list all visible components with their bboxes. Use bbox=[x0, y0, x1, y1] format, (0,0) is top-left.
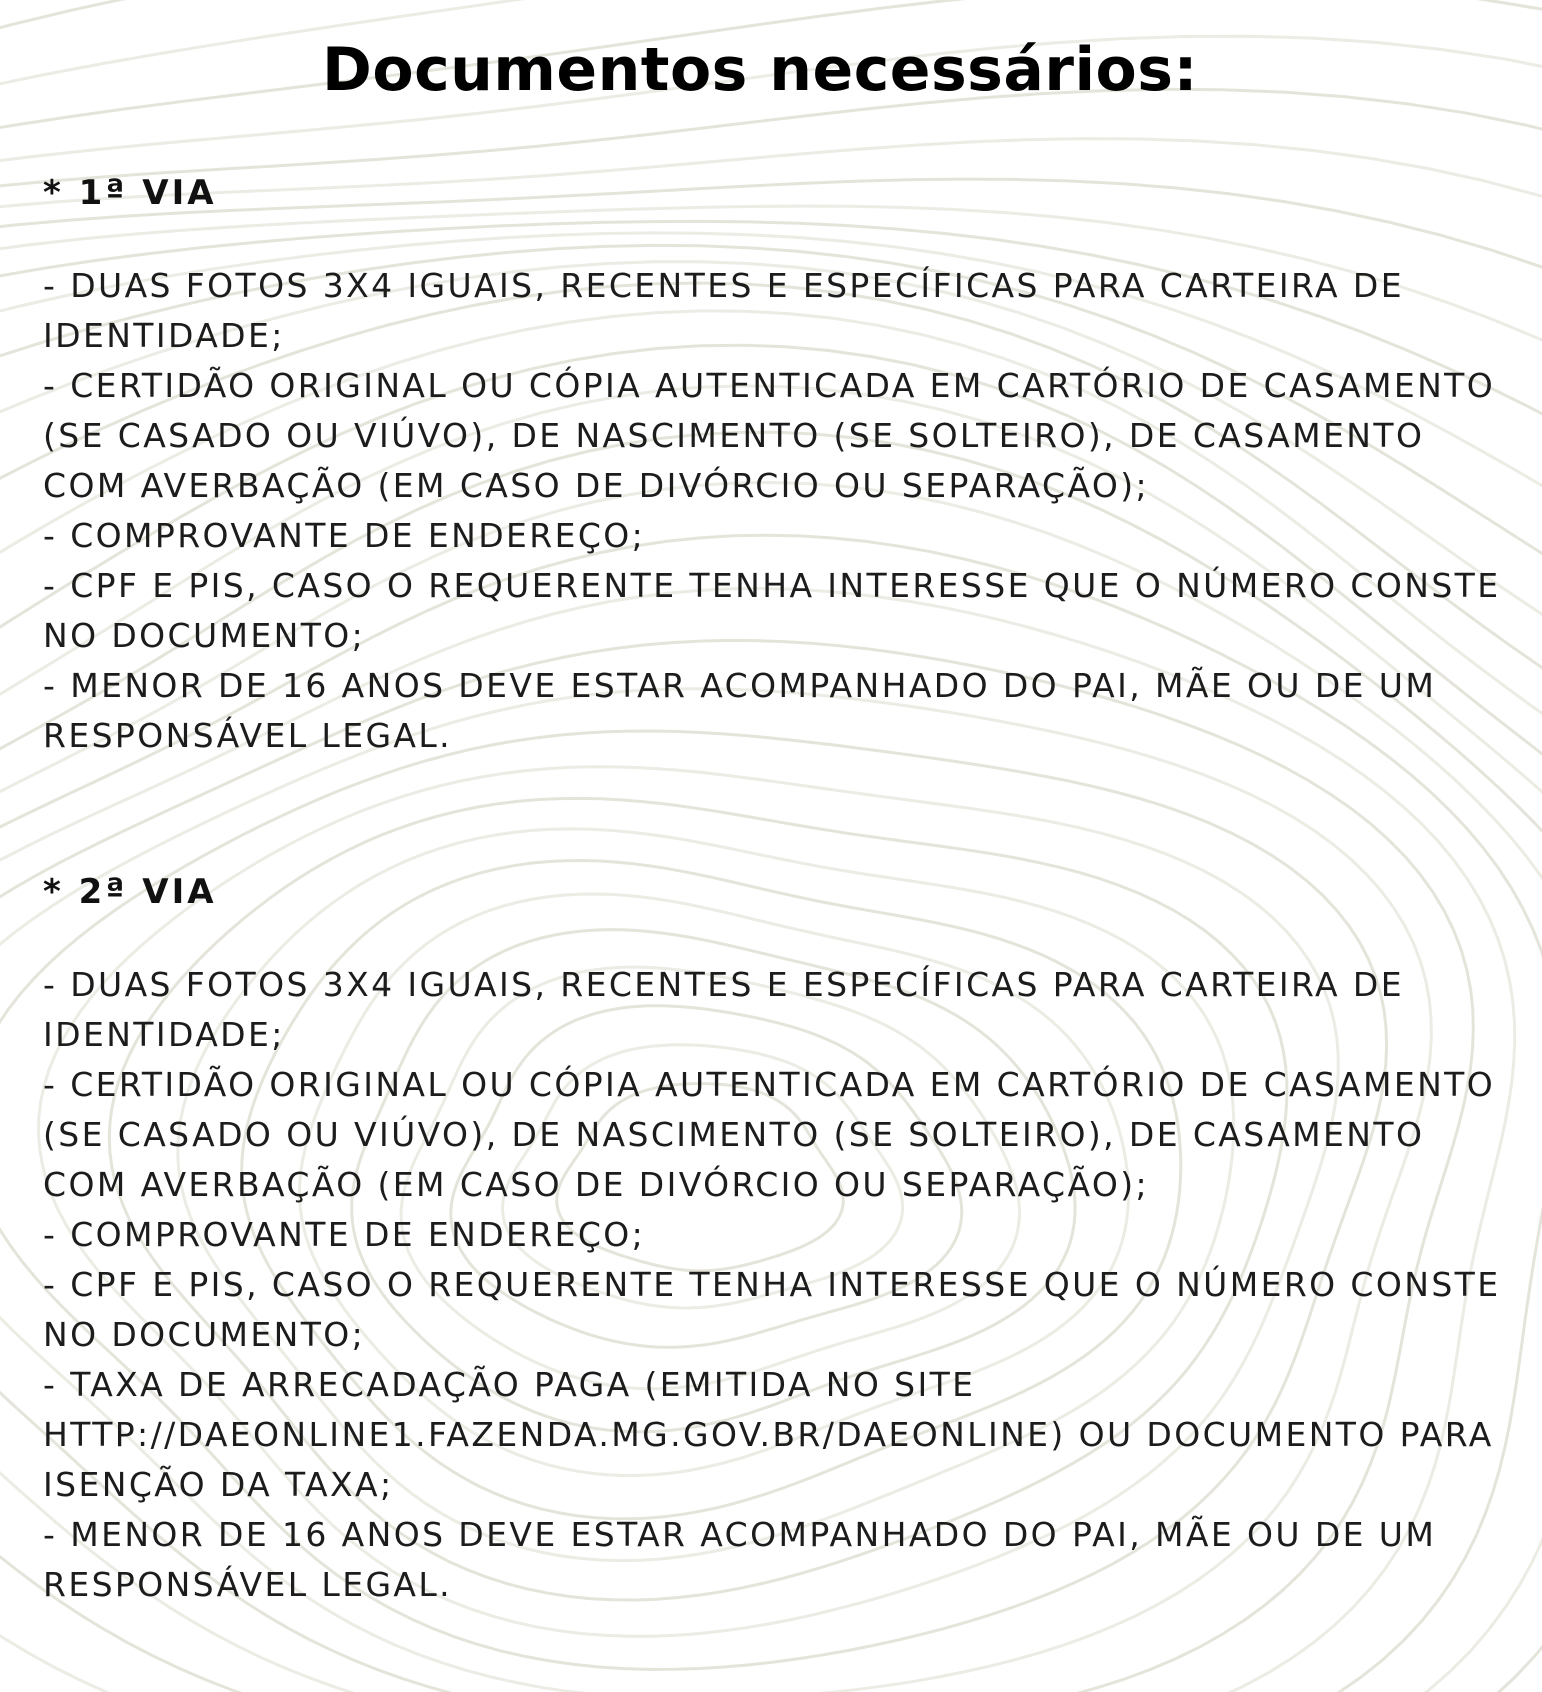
requirement-item bbox=[43, 561, 1513, 661]
requirement-item bbox=[43, 960, 1513, 1060]
requirement-text: MENOR DE 16 ANOS DEVE ESTAR ACOMPANHADO DO PAI, MÃE OU DE UM RESPONSÁVEL LEGAL. bbox=[43, 1515, 1437, 1604]
requirement-item bbox=[43, 1360, 1513, 1510]
requirement-text: CERTIDÃO ORIGINAL OU CÓPIA AUTENTICADA EM CARTÓRIO DE CASAMENTO (SE CASADO OU VIÚVO), DE NASCIMENTO (SE SOLTEIRO), DE CASAMENTO COM AVERBAÇÃO (EM CASO DE DIVÓRCIO OU SEPARAÇÃO); bbox=[43, 366, 1496, 505]
requirement-text: COMPROVANTE DE ENDEREÇO; bbox=[70, 1215, 646, 1254]
list-dash bbox=[43, 566, 70, 605]
requirement-text: DUAS FOTOS 3X4 IGUAIS, RECENTES E ESPECÍFICAS PARA CARTEIRA DE IDENTIDADE; bbox=[43, 965, 1404, 1054]
requirement-item bbox=[43, 1060, 1513, 1210]
list-dash bbox=[43, 1365, 70, 1404]
requirement-item bbox=[43, 1260, 1513, 1360]
list-dash bbox=[43, 1515, 70, 1554]
section-second-copy bbox=[43, 872, 1513, 1610]
requirements-list bbox=[43, 960, 1513, 1610]
requirement-item bbox=[43, 511, 1513, 561]
section-first-copy bbox=[43, 173, 1513, 761]
section-heading: * 1ª VIA bbox=[43, 173, 217, 213]
requirement-text: TAXA DE ARRECADAÇÃO PAGA (EMITIDA NO SITE HTTP://DAEONLINE1.FAZENDA.MG.GOV.BR/DAEONLINE) OU DOCUMENTO PARA ISENÇÃO DA TAXA; bbox=[43, 1365, 1494, 1504]
requirement-text: CERTIDÃO ORIGINAL OU CÓPIA AUTENTICADA EM CARTÓRIO DE CASAMENTO (SE CASADO OU VIÚVO), DE NASCIMENTO (SE SOLTEIRO), DE CASAMENTO COM AVERBAÇÃO (EM CASO DE DIVÓRCIO OU SEPARAÇÃO); bbox=[43, 1065, 1496, 1204]
requirement-text: MENOR DE 16 ANOS DEVE ESTAR ACOMPANHADO DO PAI, MÃE OU DE UM RESPONSÁVEL LEGAL. bbox=[43, 666, 1437, 755]
requirement-text: COMPROVANTE DE ENDEREÇO; bbox=[70, 516, 646, 555]
list-dash bbox=[43, 1065, 70, 1104]
requirement-text: DUAS FOTOS 3X4 IGUAIS, RECENTES E ESPECÍFICAS PARA CARTEIRA DE IDENTIDADE; bbox=[43, 266, 1404, 355]
list-dash bbox=[43, 516, 70, 555]
requirement-text: CPF E PIS, CASO O REQUERENTE TENHA INTERESSE QUE O NÚMERO CONSTE NO DOCUMENTO; bbox=[43, 1265, 1501, 1354]
list-dash bbox=[43, 666, 70, 705]
requirement-item bbox=[43, 361, 1513, 511]
requirements-list bbox=[43, 261, 1513, 761]
requirement-item bbox=[43, 1210, 1513, 1260]
requirement-item bbox=[43, 261, 1513, 361]
requirement-text: CPF E PIS, CASO O REQUERENTE TENHA INTERESSE QUE O NÚMERO CONSTE NO DOCUMENTO; bbox=[43, 566, 1501, 655]
page-title: Documentos necessários: bbox=[322, 35, 1198, 105]
requirement-item bbox=[43, 661, 1513, 761]
list-dash bbox=[43, 1215, 70, 1254]
list-dash bbox=[43, 965, 70, 1004]
section-heading: * 2ª VIA bbox=[43, 872, 217, 912]
list-dash bbox=[43, 1265, 70, 1304]
requirement-item bbox=[43, 1510, 1513, 1610]
list-dash bbox=[43, 266, 70, 305]
list-dash bbox=[43, 366, 70, 405]
